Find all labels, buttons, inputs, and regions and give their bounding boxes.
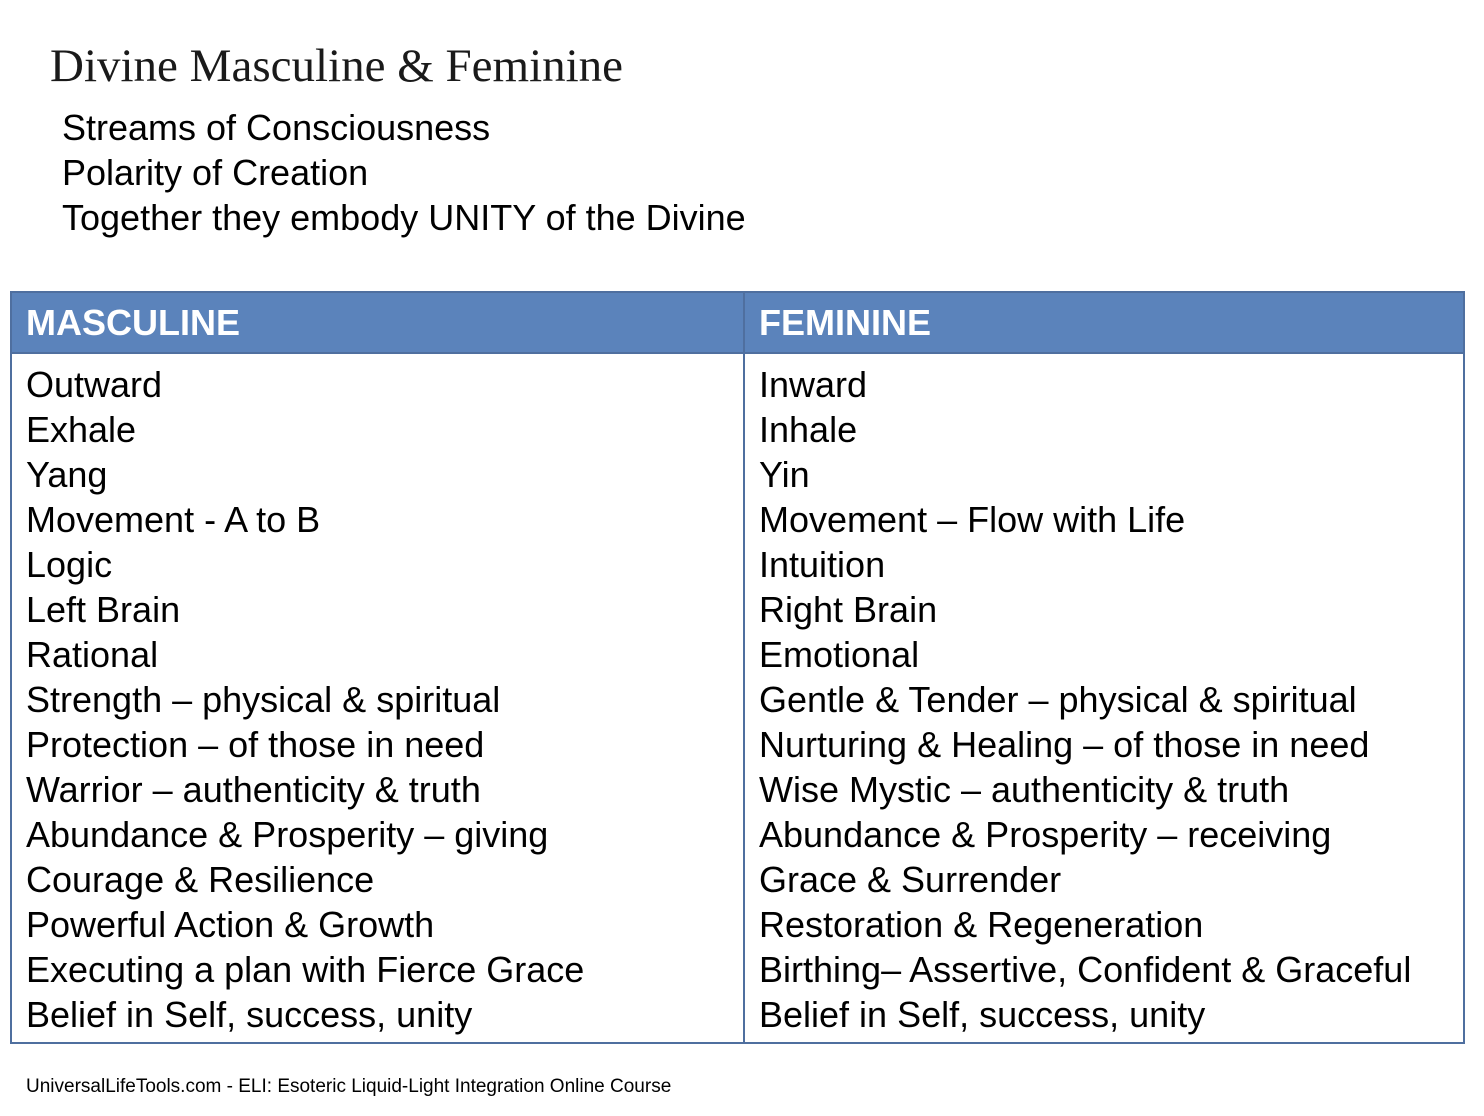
table-header-row — [12, 293, 1463, 354]
masculine-item: Left Brain — [26, 589, 181, 630]
masculine-column — [26, 362, 584, 1037]
feminine-item: Emotional — [759, 634, 920, 675]
feminine-item: Right Brain — [759, 589, 938, 630]
feminine-item: Wise Mystic – authenticity & truth — [759, 769, 1290, 810]
masculine-item: Movement - A to B — [26, 499, 321, 540]
feminine-item: Birthing– Assertive, Confident & Graceful — [759, 949, 1412, 990]
column-divider — [743, 293, 745, 1042]
masculine-item: Exhale — [26, 409, 137, 450]
masculine-item: Strength – physical & spiritual — [26, 679, 501, 720]
subtitle-line: Polarity of Creation — [62, 152, 369, 193]
feminine-item: Intuition — [759, 544, 886, 585]
footer-credit: UniversalLifeTools.com - ELI: Esoteric Liquid-Light Integration Online Course — [26, 1076, 672, 1097]
feminine-item: Belief in Self, success, unity — [759, 994, 1206, 1035]
feminine-item: Movement – Flow with Life — [759, 499, 1186, 540]
feminine-item: Nurturing & Healing – of those in need — [759, 724, 1370, 765]
feminine-item: Yin — [759, 454, 810, 495]
feminine-item: Inward — [759, 364, 868, 405]
masculine-item: Rational — [26, 634, 159, 675]
feminine-item: Gentle & Tender – physical & spiritual — [759, 679, 1357, 720]
subtitle-list — [62, 105, 746, 240]
header-feminine: FEMININE — [759, 302, 932, 343]
feminine-item: Abundance & Prosperity – receiving — [759, 814, 1332, 855]
masculine-item: Warrior – authenticity & truth — [26, 769, 481, 810]
masculine-item: Logic — [26, 544, 113, 585]
feminine-column — [759, 362, 1411, 1037]
page-title: Divine Masculine & Feminine — [50, 40, 624, 92]
masculine-item: Executing a plan with Fierce Grace — [26, 949, 585, 990]
masculine-item: Belief in Self, success, unity — [26, 994, 473, 1035]
masculine-item: Abundance & Prosperity – giving — [26, 814, 549, 855]
subtitle-line: Together they embody UNITY of the Divine — [62, 197, 746, 238]
comparison-table — [10, 291, 1465, 1044]
masculine-item: Protection – of those in need — [26, 724, 485, 765]
feminine-item: Inhale — [759, 409, 858, 450]
masculine-item: Outward — [26, 364, 163, 405]
masculine-item: Courage & Resilience — [26, 859, 375, 900]
header-masculine: MASCULINE — [26, 302, 240, 343]
masculine-item: Yang — [26, 454, 108, 495]
subtitle-line: Streams of Consciousness — [62, 107, 491, 148]
masculine-item: Powerful Action & Growth — [26, 904, 435, 945]
feminine-item: Grace & Surrender — [759, 859, 1062, 900]
feminine-item: Restoration & Regeneration — [759, 904, 1204, 945]
